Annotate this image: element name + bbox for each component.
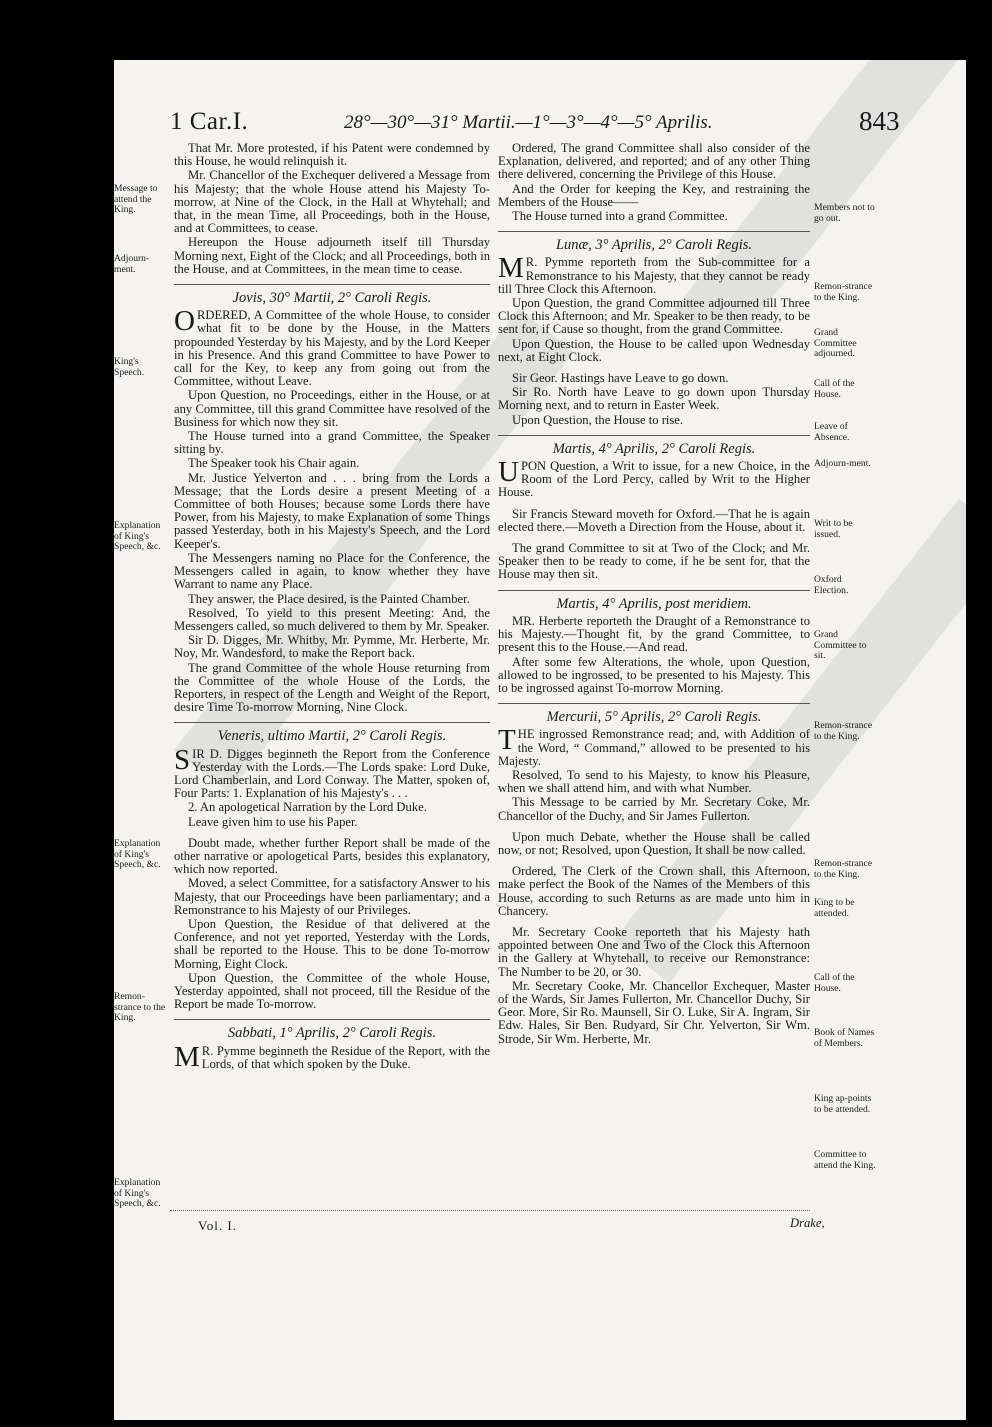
- margin-note: Remon-strance to the King.: [814, 720, 873, 742]
- paragraph: Resolved, To send to his Majesty, to know his Pleasure, when we shall attend him, and with what Number.: [498, 767, 810, 796]
- paragraph: Resolved, To yield to this present Meeting: And, the Messengers called, so much delivered to them by Mr. Speaker.: [174, 605, 490, 633]
- page-number: 843: [859, 106, 900, 136]
- paragraph: The House turned into a grand Committee.: [512, 209, 728, 224]
- margin-note: Call of the House.: [814, 378, 855, 400]
- section-heading: Martis, 4° Aprilis, post meridiem.: [498, 590, 810, 611]
- margin-note: Call of the House.: [814, 972, 855, 994]
- paragraph: Sir D. Digges, Mr. Whitby, Mr. Pymme, Mr. Herberte, Mr. Noy, Mr. Wandesford, to make the Report back.: [174, 633, 490, 661]
- paragraph: Moved, a select Committee, for a satisfactory Answer to his Majesty, that our Proceedings have been parliamentary; and a Remonstrance to his Majesty of our Privileges.: [174, 876, 490, 917]
- paragraph: MR. Pymme beginneth the Residue of the Report, with the Lords, of that which spoken by the Duke.: [174, 1040, 490, 1073]
- margin-note: Explanation of King's Speech, &c.: [114, 520, 161, 552]
- margin-note: Oxford Election.: [814, 574, 849, 596]
- margin-note: Explanation of King's Speech, &c.: [114, 838, 161, 870]
- paragraph: Upon Question, the Committee of the whole House, Yesterday appointed, shall not proceed, till the Residue of the Report be made To-morrow.: [174, 970, 490, 1012]
- section-heading: Veneris, ultimo Martii, 2° Caroli Regis.: [174, 722, 490, 743]
- paragraph: Upon Question, the House to rise.: [512, 412, 684, 427]
- section-heading: Martis, 4° Aprilis, 2° Caroli Regis.: [498, 435, 810, 456]
- paragraph: Mr. Chancellor of the Exchequer delivered a Message from his Majesty; that the whole House attend his Majesty To-morrow, at Nine of the Clock, in the Hall at Whytehall; and that, in the mean Time, all Proceedings, both in the House, and at Committees, to cease.: [174, 168, 490, 236]
- paragraph: Hereupon the House adjourneth itself till Thursday Morning next, Eight of the Clock; and all Proceedings, both in the House, and at Committees, in the mean time to cease.: [174, 235, 490, 276]
- paragraph: Mr. Secretary Cooke, Mr. Chancellor Exchequer, Master of the Wards, Sir James Fullerton, Mr. Chancellor Duchy, Sir Geor. More, Sir Ro. Maunsell, Sir O. Luke, Sir A. Ingram, Sir Edw. Hales, Sir Ben. Rudyard, Sir Chr. Yelverton, Sir Wm. Strode, Sir Wm. Herberte, Mr.: [498, 978, 810, 1046]
- paragraph: Upon Question, the Residue of that delivered at the Conference, and not yet reported, Yesterday with the Lords, shall be reported to the House. This to be done To-morrow Morning, Eight Clock.: [174, 916, 490, 971]
- paragraph: Upon much Debate, whether the House shall be called now, or not; Resolved, upon Question, It shall be now called.: [498, 829, 810, 857]
- paragraph: THE ingrossed Remonstrance read; and, with Addition of the Word, “ Command,” allowed to be presented to his Majesty.: [498, 724, 810, 768]
- catchword: Drake,: [790, 1216, 825, 1230]
- margin-note: Writ to be issued.: [814, 518, 853, 540]
- paragraph: Mr. Justice Yelverton and . . . bring from the Lords a Message; that the Lords desire a present Meeting of a Committee of both Houses; because some Lords there have Power, from his Majesty, to make Explanation of some Things passed Yesterday, both in his Majesty's Speech, and the Lord Keeper's.: [174, 470, 490, 551]
- paragraph: 2. An apologetical Narration by the Lord Duke.: [188, 800, 427, 815]
- volume-label: Vol. I.: [198, 1218, 237, 1233]
- paragraph: Upon Question, no Proceedings, either in the House, or at any Committee, till this grand Committee have resolved of the Business for which now they sit.: [174, 388, 490, 429]
- margin-note: Explanation of King's Speech, &c.: [114, 1177, 161, 1209]
- margin-note: Committee to attend the King.: [814, 1149, 876, 1171]
- paragraph: Sir Francis Steward moveth for Oxford.—That he is again elected there.—Moveth a Direction from the House, about it.: [498, 506, 810, 534]
- paragraph: UPON Question, a Writ to issue, for a new Choice, in the Room of the Lord Percy, called by Writ to the Higher House.: [498, 456, 810, 500]
- paragraph: Upon Question, the House to be called upon Wednesday next, at Eight Clock.: [498, 336, 810, 364]
- paragraph: Ordered, The Clerk of the Crown shall, this Afternoon, make perfect the Book of the Names of the Members of this House, according to such Returns as are made unto him in Chancery.: [498, 864, 810, 918]
- section-heading: Lunæ, 3° Aprilis, 2° Caroli Regis.: [498, 231, 810, 252]
- paragraph: Sir Geor. Hastings have Leave to go down.: [512, 371, 729, 386]
- paragraph: Sir Ro. North have Leave to go down upon Thursday Morning next, and to return in Easter Week.: [498, 385, 810, 413]
- left-column: [174, 142, 490, 1072]
- right-column: [498, 142, 810, 1047]
- paragraph: Upon Question, the grand Committee adjourned till Three Clock this Afternoon; and Mr. Speaker to be then ready, to be sent for, if Cause so thought, from the grand Committee.: [498, 296, 810, 337]
- section-heading: Sabbati, 1° Aprilis, 2° Caroli Regis.: [174, 1019, 490, 1040]
- margin-note: Adjourn-ment.: [814, 458, 871, 469]
- margin-note: Grand Committee adjourned.: [814, 327, 857, 359]
- paragraph: Mr. Secretary Cooke reporteth that his Majesty hath appointed between One and Two of the Clock this Afternoon in the Gallery at Whytehall, to receive our Remonstrance: The Number to be 20, or 30.: [498, 924, 810, 979]
- paragraph: That Mr. More protested, if his Patent were condemned by this House, he would relinquish it.: [174, 141, 490, 169]
- paragraph: After some few Alterations, the whole, upon Question, allowed to be ingrossed, to be presented to his Majesty. This to be ingrossed against To-morrow Morning.: [498, 654, 810, 695]
- paragraph: And the Order for keeping the Key, and restraining the Members of the House——: [498, 181, 810, 209]
- margin-note: Adjourn-ment.: [114, 253, 150, 275]
- paragraph: The grand Committee to sit at Two of the Clock; and Mr. Speaker then to be ready to come, if he be sent for, that the House may then sit.: [498, 541, 810, 582]
- margin-note: Remon-strance to the King.: [114, 991, 166, 1023]
- margin-note: Remon-strance to the King.: [814, 281, 873, 303]
- paragraph: The Messengers naming no Place for the Conference, the Messengers called in again, to know whether they have Warrant to name any Place.: [174, 550, 490, 592]
- margin-note: Leave of Absence.: [814, 421, 850, 443]
- paragraph: This Message to be carried by Mr. Secretary Coke, Mr. Chancellor of the Duchy, and Sir James Fullerton.: [498, 795, 810, 823]
- paragraph: Ordered, The grand Committee shall also consider of the Explanation, delivered, and reported; and of any other Thing there delivered, concerning the Privilege of this House.: [498, 141, 810, 182]
- paragraph: SIR D. Digges beginneth the Report from the Conference Yesterday with the Lords.—The Lords spake: Lord Duke, Lord Chamberlain, and Lord Conway. The Matter, spoken of, Four Parts: 1. Explanation of his Majesty's . . .: [174, 743, 490, 801]
- paragraph: They answer, the Place desired, is the Painted Chamber.: [188, 591, 470, 606]
- paragraph: ORDERED, A Committee of the whole House, to consider what fit to be done by the House, in the Matters propounded Yesterday by his Majesty, and by the Lord Keeper in his Presence. And this grand Committee to have Power to call for the Key, to keep any from going out from the Committee, without Leave.: [174, 305, 490, 389]
- paragraph: MR. Pymme reporteth from the Sub-committee for a Remonstrance to his Majesty, that they cannot be ready till Three Clock this Afternoon.: [498, 252, 810, 296]
- margin-note: Remon-strance to the King.: [814, 858, 873, 880]
- document-page: [114, 60, 966, 1420]
- paragraph: The grand Committee of the whole House returning from the Committee of the whole House of the Lords, the Reporters, in respect of the Length and Weight of the Report, desire Time To-morrow Morning, Nine Clock.: [174, 660, 490, 715]
- margin-note: King ap-points to be attended.: [814, 1093, 872, 1115]
- paragraph: MR. Herberte reporteth the Draught of a Remonstrance to his Majesty.—Thought fit, by the grand Committee, to present this to the House.—And read.: [498, 613, 810, 655]
- paragraph: The House turned into a grand Committee, the Speaker sitting by.: [174, 429, 490, 457]
- section-heading: Mercurii, 5° Aprilis, 2° Caroli Regis.: [498, 703, 810, 724]
- margin-note: Grand Committee to sit.: [814, 629, 867, 661]
- running-head-dates: 28°—30°—31° Martii.—1°—3°—4°—5° Aprilis.: [344, 112, 713, 133]
- margin-note: King's Speech.: [114, 356, 145, 378]
- margin-note: King to be attended.: [814, 897, 855, 919]
- margin-note: Message to attend the King.: [114, 183, 158, 215]
- paragraph: Leave given him to use his Paper.: [188, 814, 358, 829]
- paragraph: The Speaker took his Chair again.: [188, 456, 360, 471]
- section-heading: Jovis, 30° Martii, 2° Caroli Regis.: [174, 284, 490, 305]
- footer-rule: [170, 1210, 810, 1211]
- margin-note: Members not to go out.: [814, 202, 875, 224]
- margin-note: Book of Names of Members.: [814, 1027, 875, 1049]
- paragraph: Doubt made, whether further Report shall be made of the other narrative or apologetical Parts, besides this explanatory, which now reported.: [174, 835, 490, 877]
- running-head-left: 1 Car.I.: [170, 108, 249, 135]
